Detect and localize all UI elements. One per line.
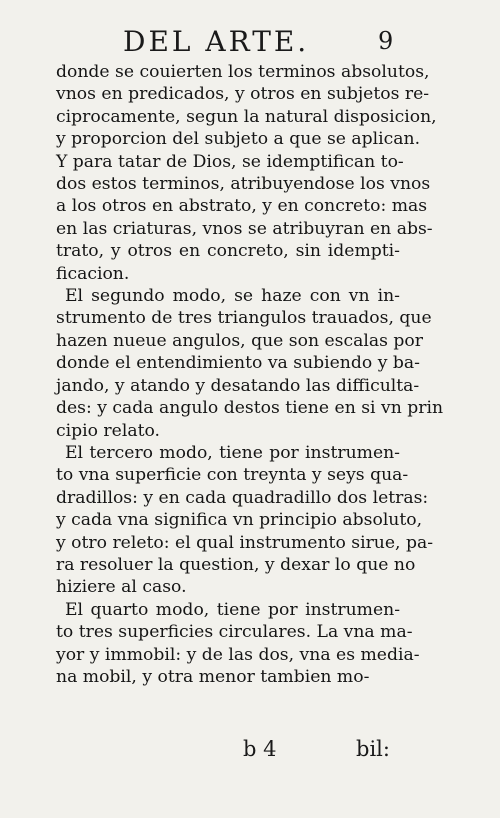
paragraph <box>56 61 437 285</box>
running-head: DEL ARTE. <box>123 25 310 58</box>
text-line: El tercero modo, tiene por instrumen- <box>65 442 400 463</box>
text-line: vnos en predicados, y otros en subjetos re- <box>56 84 430 105</box>
text-line: Y para tatar de Dios, se idemptifican to- <box>56 151 404 172</box>
text-line: na mobil, y otra menor tambien mo- <box>56 666 370 687</box>
text-line: dradillos: y en cada quadradillo dos letras: <box>56 487 429 508</box>
page-footer <box>0 737 500 777</box>
text-line: cipio relato. <box>56 420 160 441</box>
text-line: yor y immobil: y de las dos, vna es media- <box>56 644 420 665</box>
text-line: El segundo modo, se haze con vn in- <box>65 286 400 307</box>
text-line: en las criaturas, vnos se atribuyran en abs- <box>56 218 433 239</box>
text-line: trato, y otros en concreto, sin idempti- <box>56 241 400 262</box>
text-line: ra resoluer la question, y dexar lo que no <box>56 554 416 575</box>
text-line: ciprocamente, segun la natural disposicion, <box>56 106 437 127</box>
catchword: bil: <box>356 737 390 761</box>
text-line: ficacion. <box>56 263 130 284</box>
text-line: hazen nueue angulos, que son escalas por <box>56 330 423 351</box>
text-line: strumento de tres triangulos trauados, que <box>56 308 432 329</box>
text-line: jando, y atando y desatando las difficulta- <box>56 375 420 396</box>
text-line: y proporcion del subjeto a que se aplican. <box>56 129 421 150</box>
body-text <box>56 61 444 688</box>
text-line: hiziere al caso. <box>56 577 187 598</box>
text-line: y otro releto: el qual instrumento sirue, pa- <box>56 532 434 553</box>
text-line: y cada vna significa vn principio absoluto, <box>56 510 423 531</box>
text-line: des: y cada angulo destos tiene en si vn prin <box>56 398 444 419</box>
page-number: 9 <box>378 27 394 55</box>
text-line: donde el entendimiento va subiendo y ba- <box>56 353 420 374</box>
text-line: El quarto modo, tiene por instrumen- <box>65 599 400 620</box>
paragraph <box>56 285 444 442</box>
text-line: to tres superficies circulares. La vna ma- <box>56 622 413 643</box>
text-line: a los otros en abstrato, y en concreto: mas <box>56 196 428 217</box>
paragraph <box>56 599 420 689</box>
page-header <box>0 25 500 61</box>
text-line: donde se couierten los terminos absolutos, <box>56 62 430 82</box>
text-line: dos estos terminos, atribuyendose los vnos <box>56 174 431 195</box>
paragraph <box>56 442 434 599</box>
signature-mark: b 4 <box>243 737 277 761</box>
text-line: to vna superficie con treynta y seys qua- <box>56 465 409 486</box>
